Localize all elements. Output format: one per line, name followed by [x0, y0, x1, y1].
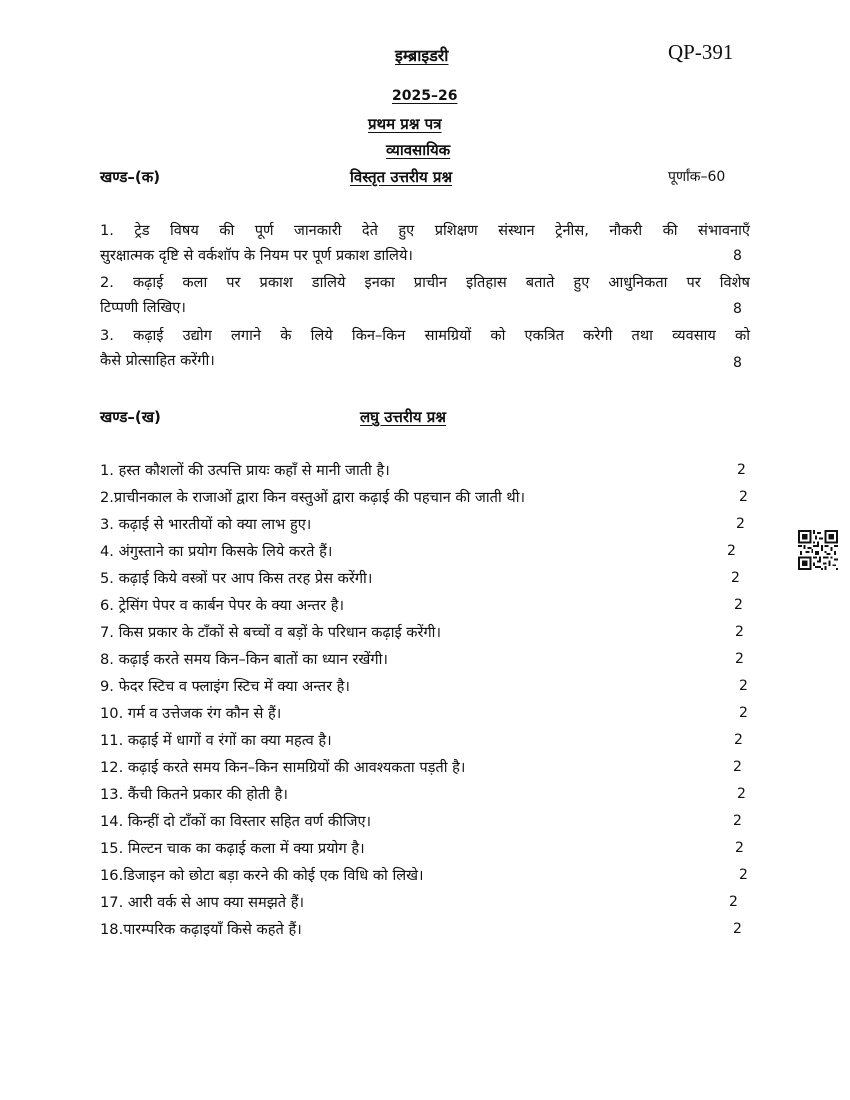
- question-marks: 2: [731, 570, 740, 586]
- long-question: 3. कढ़ाई उद्योग लगाने के लिये किन–किन सामग्रियों को एकत्रित करेगी तथा व्यवसाय को कैसे प्रोत्साहित करेंगी।: [100, 327, 750, 369]
- question-marks: 2: [734, 732, 743, 748]
- question-marks: 8: [733, 355, 742, 371]
- question-marks: 2: [727, 543, 736, 559]
- section-a-title: विस्तृत उत्तरीय प्रश्न: [350, 168, 453, 186]
- question-marks: 2: [733, 921, 742, 937]
- question-marks: 2: [736, 516, 745, 532]
- long-question: 1. ट्रेड विषय की पूर्ण जानकारी देते हुए प्रशिक्षण संस्थान ट्रेनीस, नौकरी की संभावनाएँ सुरक्षात्मक दृष्टि से वर्कशॉप के नियम पर पूर्ण प्रकाश डालिये।: [100, 222, 750, 264]
- short-question: 17. आरी वर्क से आप क्या समझते हैं।: [100, 894, 305, 911]
- question-marks: 2: [734, 597, 743, 613]
- subject-title: इम्ब्राइडरी: [395, 46, 449, 65]
- short-question: 7. किस प्रकार के टाँकों से बच्चों व बड़ों के परिधान कढ़ाई करेंगी।: [100, 624, 441, 641]
- short-question: 5. कढ़ाई किये वस्त्रों पर आप किस तरह प्रेस करेंगी।: [100, 570, 373, 587]
- question-marks: 2: [735, 624, 744, 640]
- section-b-label: खण्ड–(ख): [100, 408, 161, 426]
- short-question: 4. अंगुस्ताने का प्रयोग किसके लिये करते हैं।: [100, 543, 333, 560]
- question-marks: 2: [739, 867, 748, 883]
- question-marks: 2: [733, 813, 742, 829]
- session-year: 2025–26: [392, 88, 458, 104]
- question-marks: 8: [733, 301, 742, 317]
- short-question: 9. फेदर स्टिच व फ्लाइंग स्टिच में क्या अन्तर है।: [100, 678, 350, 695]
- short-question: 6. ट्रेसिंग पेपर व कार्बन पेपर के क्या अन्तर है।: [100, 597, 344, 614]
- max-marks: पूर्णांक–60: [668, 169, 726, 185]
- paper-number: प्रथम प्रश्न पत्र: [368, 115, 442, 133]
- question-marks: 2: [739, 678, 748, 694]
- short-question: 13. कैंची कितने प्रकार की होती है।: [100, 786, 288, 803]
- short-question: 14. किन्हीं दो टाँकों का विस्तार सहित वर्ण कीजिए।: [100, 813, 372, 830]
- short-question: 10. गर्म व उत्तेजक रंग कौन से हैं।: [100, 705, 282, 722]
- question-marks: 2: [739, 705, 748, 721]
- qr-code-icon: [798, 530, 838, 570]
- question-marks: 2: [739, 489, 748, 505]
- question-marks: 8: [733, 248, 742, 264]
- question-marks: 2: [735, 651, 744, 667]
- short-question: 2.प्राचीनकाल के राजाओं द्वारा किन वस्तुओं द्वारा कढ़ाई की पहचान की जाती थी।: [100, 489, 526, 506]
- short-question: 16.डिजाइन को छोटा बड़ा करने की कोई एक विधि को लिखे।: [100, 867, 424, 884]
- short-question: 18.पारम्परिक कढ़ाइयाँ किसे कहते हैं।: [100, 921, 302, 938]
- short-question: 12. कढ़ाई करते समय किन–किन सामग्रियों की आवश्यकता पड़ती है।: [100, 759, 466, 776]
- section-a-label: खण्ड–(क): [100, 168, 161, 186]
- long-question: 2. कढ़ाई कला पर प्रकाश डालिये इनका प्राचीन इतिहास बताते हुए आधुनिकता पर विशेष टिप्पणी लिखिए।: [100, 274, 750, 316]
- question-marks: 2: [733, 759, 742, 775]
- question-marks: 2: [737, 462, 746, 478]
- question-marks: 2: [737, 786, 746, 802]
- short-question: 1. हस्त कौशलों की उत्पत्ति प्रायः कहाँ से मानी जाती है।: [100, 462, 390, 479]
- short-question: 15. मिल्टन चाक का कढ़ाई कला में क्या प्रयोग है।: [100, 840, 365, 857]
- short-question: 3. कढ़ाई से भारतीयों को क्या लाभ हुए।: [100, 516, 312, 533]
- paper-code: QP-391: [668, 40, 734, 64]
- short-question: 11. कढ़ाई में धागों व रंगों का क्या महत्व है।: [100, 732, 332, 749]
- paper-type: व्यावसायिक: [386, 141, 451, 159]
- section-b-title: लघु उत्तरीय प्रश्न: [360, 408, 446, 426]
- question-marks: 2: [729, 894, 738, 910]
- short-question: 8. कढ़ाई करते समय किन–किन बातों का ध्यान रखेंगी।: [100, 651, 388, 668]
- question-marks: 2: [735, 840, 744, 856]
